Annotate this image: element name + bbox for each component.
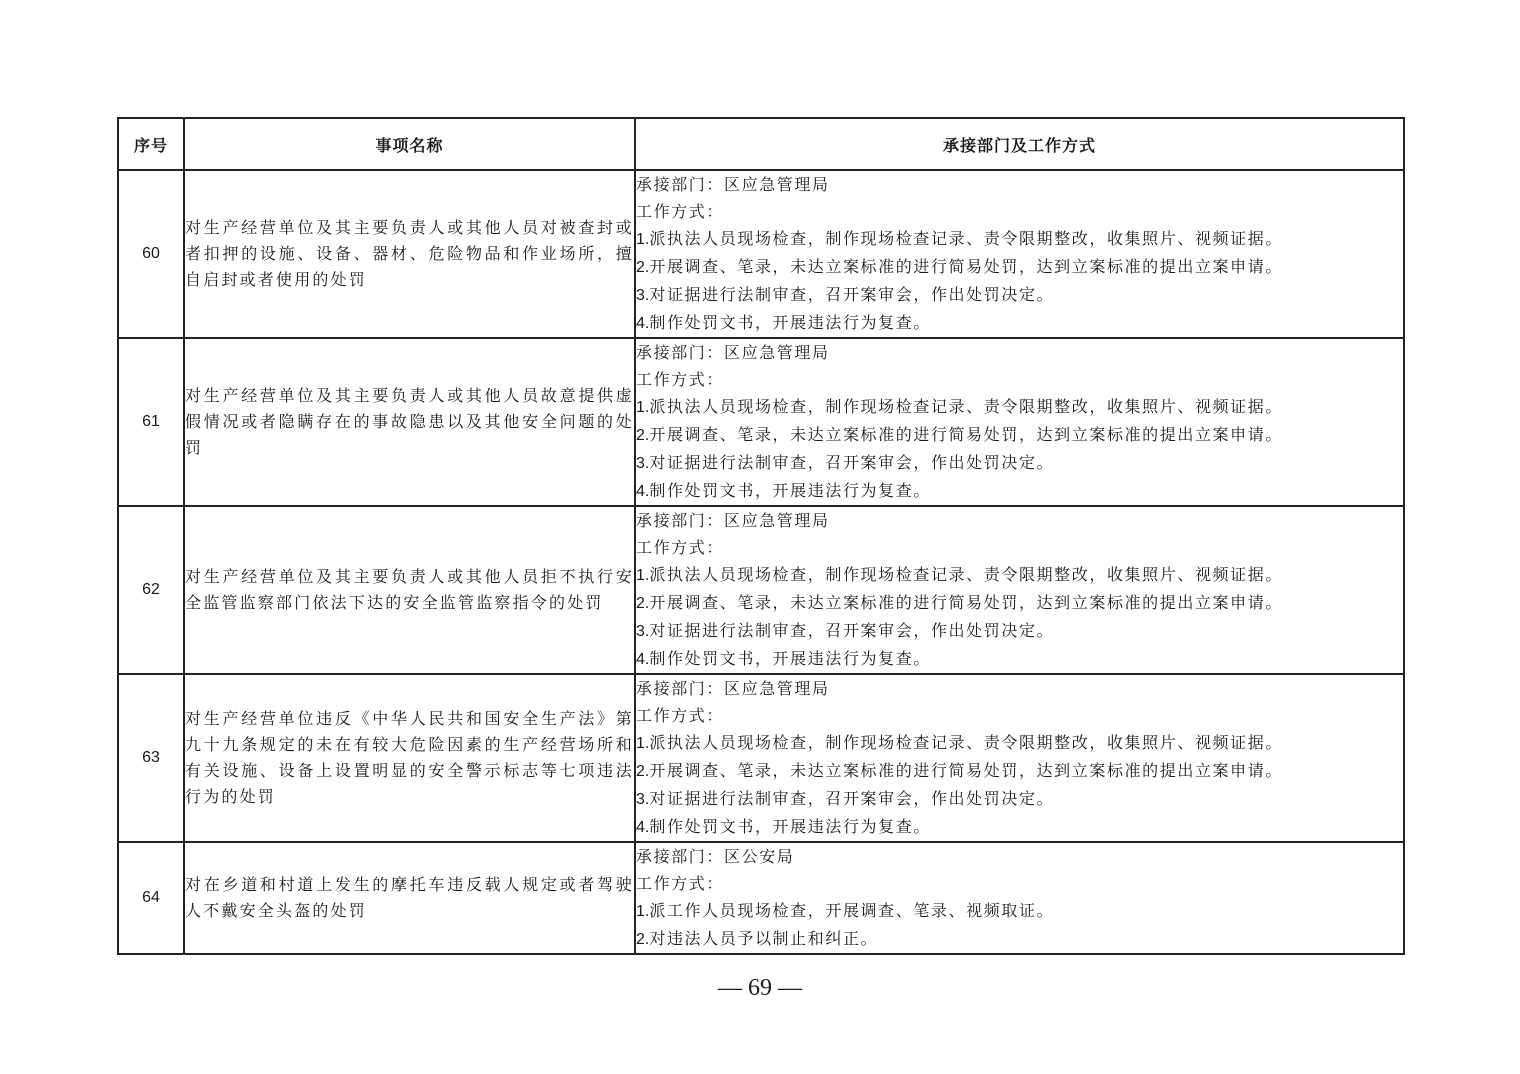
method-label: 工作方式： — [636, 874, 725, 893]
row-dept-method — [635, 842, 1404, 954]
table-row — [118, 506, 1404, 674]
matters-table — [117, 117, 1405, 955]
method-step: 1.派执法人员现场检查，制作现场检查记录、责令限期整改，收集照片、视频证据。 — [636, 229, 1283, 248]
header-seq: 序号 — [118, 118, 184, 170]
method-step: 4.制作处罚文书，开展违法行为复查。 — [636, 817, 931, 836]
row-item-name: 对生产经营单位违反《中华人民共和国安全生产法》第九十九条规定的未在有较大危险因素的生产经营场所和有关设施、设备上设置明显的安全警示标志等七项违法行为的处罚 — [184, 674, 635, 842]
row-dept-method — [635, 170, 1404, 338]
row-dept-method — [635, 506, 1404, 674]
method-label: 工作方式： — [636, 202, 725, 221]
page-number: — 69 — — [718, 975, 802, 1001]
method-step: 2.对违法人员予以制止和纠正。 — [636, 929, 879, 948]
row-item-name: 对生产经营单位及其主要负责人或其他人员故意提供虚假情况或者隐瞒存在的事故隐患以及其他安全问题的处罚 — [184, 338, 635, 506]
method-step: 1.派执法人员现场检查，制作现场检查记录、责令限期整改，收集照片、视频证据。 — [636, 397, 1283, 416]
row-dept-method — [635, 338, 1404, 506]
table-header-row — [118, 118, 1404, 170]
method-step: 3.对证据进行法制审查，召开案审会，作出处罚决定。 — [636, 621, 1055, 640]
method-step: 4.制作处罚文书，开展违法行为复查。 — [636, 313, 931, 332]
method-step: 3.对证据进行法制审查，召开案审会，作出处罚决定。 — [636, 453, 1055, 472]
method-step: 3.对证据进行法制审查，召开案审会，作出处罚决定。 — [636, 789, 1055, 808]
method-label: 工作方式： — [636, 538, 725, 557]
method-step: 2.开展调查、笔录，未达立案标准的进行简易处罚，达到立案标准的提出立案申请。 — [636, 761, 1283, 780]
row-item-name: 对在乡道和村道上发生的摩托车违反载人规定或者驾驶人不戴安全头盔的处罚 — [184, 842, 635, 954]
row-seq: 61 — [118, 338, 184, 506]
row-item-name: 对生产经营单位及其主要负责人或其他人员拒不执行安全监管监察部门依法下达的安全监管监察指令的处罚 — [184, 506, 635, 674]
method-label: 工作方式： — [636, 370, 725, 389]
method-step: 2.开展调查、笔录，未达立案标准的进行简易处罚，达到立案标准的提出立案申请。 — [636, 257, 1283, 276]
method-step: 1.派执法人员现场检查，制作现场检查记录、责令限期整改，收集照片、视频证据。 — [636, 733, 1283, 752]
row-seq: 60 — [118, 170, 184, 338]
row-item-name: 对生产经营单位及其主要负责人或其他人员对被查封或者扣押的设施、设备、器材、危险物品和作业场所，擅自启封或者使用的处罚 — [184, 170, 635, 338]
method-label: 工作方式： — [636, 706, 725, 725]
row-seq: 64 — [118, 842, 184, 954]
method-step: 4.制作处罚文书，开展违法行为复查。 — [636, 481, 931, 500]
row-dept-method — [635, 674, 1404, 842]
table-row — [118, 674, 1404, 842]
table-row — [118, 842, 1404, 954]
header-dept-method: 承接部门及工作方式 — [635, 118, 1404, 170]
dept-line: 承接部门：区应急管理局 — [636, 175, 830, 194]
method-step: 2.开展调查、笔录，未达立案标准的进行简易处罚，达到立案标准的提出立案申请。 — [636, 425, 1283, 444]
dept-line: 承接部门：区应急管理局 — [636, 343, 830, 362]
dept-line: 承接部门：区公安局 — [636, 847, 795, 866]
table-row — [118, 170, 1404, 338]
table-row — [118, 338, 1404, 506]
method-step: 4.制作处罚文书，开展违法行为复查。 — [636, 649, 931, 668]
dept-line: 承接部门：区应急管理局 — [636, 511, 830, 530]
method-step: 1.派工作人员现场检查，开展调查、笔录、视频取证。 — [636, 901, 1055, 920]
row-seq: 63 — [118, 674, 184, 842]
row-seq: 62 — [118, 506, 184, 674]
header-item-name: 事项名称 — [184, 118, 635, 170]
method-step: 2.开展调查、笔录，未达立案标准的进行简易处罚，达到立案标准的提出立案申请。 — [636, 593, 1283, 612]
method-step: 3.对证据进行法制审查，召开案审会，作出处罚决定。 — [636, 285, 1055, 304]
method-step: 1.派执法人员现场检查，制作现场检查记录、责令限期整改，收集照片、视频证据。 — [636, 565, 1283, 584]
dept-line: 承接部门：区应急管理局 — [636, 679, 830, 698]
